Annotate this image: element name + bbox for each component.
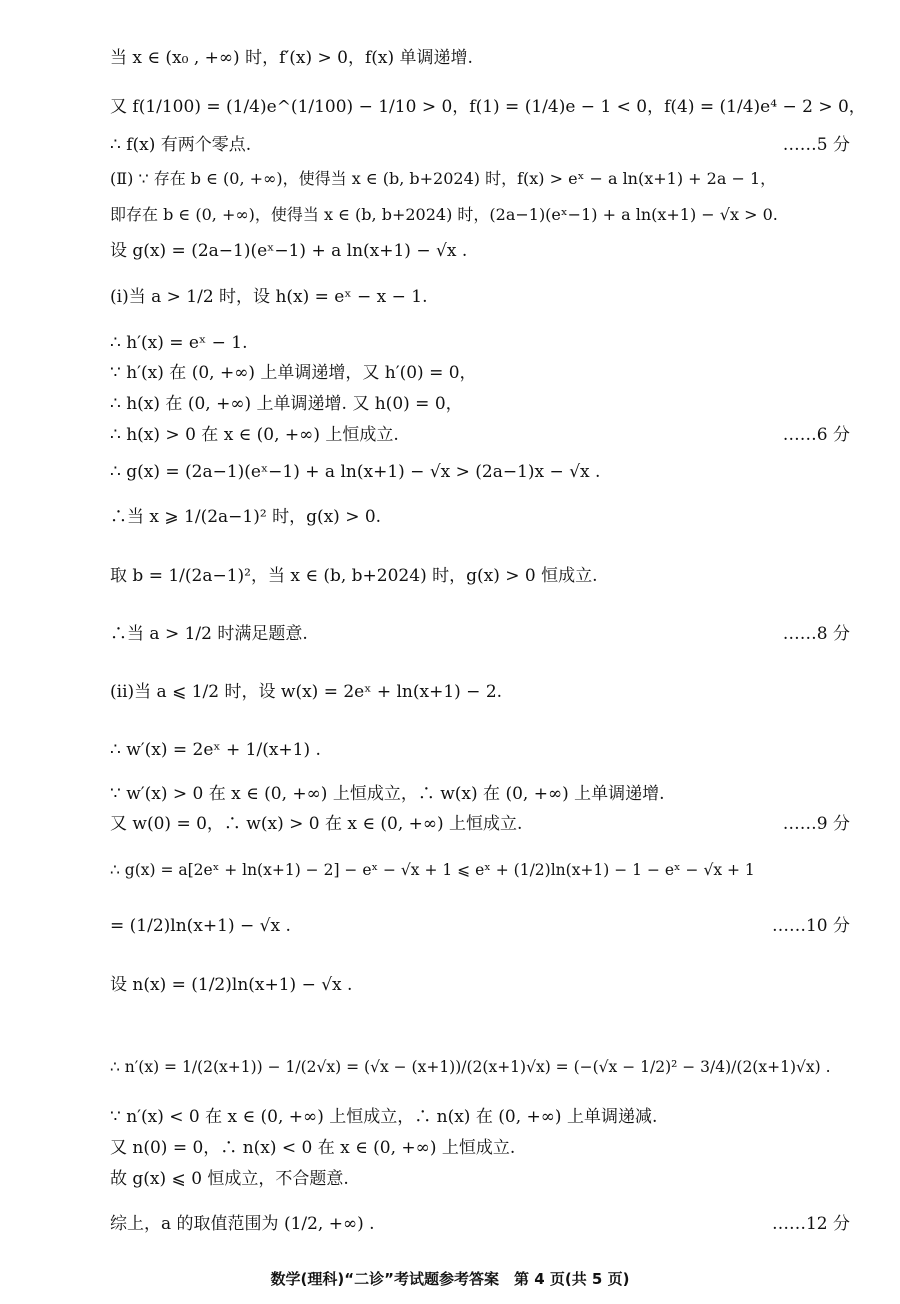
line-text: ∵ n′(x) < 0 在 x ∈ (0, +∞) 上恒成立，∴ n(x) 在 (0, +∞) 上单调递减. <box>110 1107 658 1127</box>
solution-line <box>110 95 866 119</box>
solution-line <box>110 133 850 157</box>
line-text: 又 n(0) = 0，∴ n(x) < 0 在 x ∈ (0, +∞) 上恒成立. <box>110 1138 516 1158</box>
line-text: (ii)当 a ⩽ 1/2 时，设 w(x) = 2eˣ + ln(x+1) − 2. <box>110 682 503 702</box>
page-footer: 数学(理科)“二诊”考试题参考答案 第 4 页(共 5 页) <box>270 1270 630 1288</box>
solution-line <box>110 285 850 309</box>
score-mark: ……6 分 <box>782 425 850 445</box>
solution-line <box>110 1136 850 1160</box>
line-text: ∴ w′(x) = 2eˣ + 1/(x+1) . <box>110 740 321 760</box>
line-text: 即存在 b ∈ (0, +∞)，使得当 x ∈ (b, b+2024) 时，(2a−1)(eˣ−1) + a ln(x+1) − √x > 0. <box>110 205 778 224</box>
score-mark: ……8 分 <box>782 624 850 644</box>
line-text: ∴当 x ⩾ 1/(2a−1)² 时，g(x) > 0. <box>110 507 382 527</box>
line-text: = (1/2)ln(x+1) − √x . <box>110 916 291 936</box>
line-text: ∴ h(x) > 0 在 x ∈ (0, +∞) 上恒成立. <box>110 425 399 445</box>
solution-line <box>110 782 850 806</box>
line-text: (Ⅱ) ∵ 存在 b ∈ (0, +∞)，使得当 x ∈ (b, b+2024) 时，f(x) > eˣ − a ln(x+1) + 2a − 1， <box>110 169 777 188</box>
solution-line <box>110 812 850 836</box>
score-mark: ……5 分 <box>782 135 850 155</box>
solution-line <box>110 973 850 997</box>
line-text: ∴ h(x) 在 (0, +∞) 上单调递增. 又 h(0) = 0， <box>110 394 463 414</box>
score-mark: ……12 分 <box>771 1214 850 1234</box>
solution-line <box>110 239 850 263</box>
solution-line <box>110 1212 850 1236</box>
solution-line <box>110 167 850 191</box>
solution-line <box>110 738 850 762</box>
solution-line <box>110 680 850 704</box>
solution-line <box>110 564 850 588</box>
solution-line <box>110 914 850 938</box>
solution-line <box>110 622 850 646</box>
line-text: ∴ n′(x) = 1/(2(x+1)) − 1/(2√x) = (√x − (x+1))/(2(x+1)√x) = (−(√x − 1/2)² − 3/4)/(2(x+1)√x) . <box>110 1058 831 1076</box>
line-text: 取 b = 1/(2a−1)²，当 x ∈ (b, b+2024) 时，g(x) > 0 恒成立. <box>110 566 598 586</box>
line-text: 设 n(x) = (1/2)ln(x+1) − √x . <box>110 975 353 995</box>
line-text: ∴ h′(x) = eˣ − 1. <box>110 333 248 353</box>
solution-line <box>110 392 850 416</box>
line-text: ∴当 a > 1/2 时满足题意. <box>110 624 308 644</box>
line-text: 又 w(0) = 0，∴ w(x) > 0 在 x ∈ (0, +∞) 上恒成立. <box>110 814 523 834</box>
line-text: 综上，a 的取值范围为 (1/2, +∞) . <box>110 1214 375 1234</box>
line-text: ∵ h′(x) 在 (0, +∞) 上单调递增，又 h′(0) = 0， <box>110 363 477 383</box>
line-text: 又 f(1/100) = (1/4)e^(1/100) − 1/10 > 0，f(1) = (1/4)e − 1 < 0，f(4) = (1/4)e⁴ − 2 > 0， <box>110 97 866 117</box>
solution-line <box>110 460 850 484</box>
line-text: ∴ f(x) 有两个零点. <box>110 135 252 155</box>
solution-line <box>110 1055 850 1079</box>
line-text: 故 g(x) ⩽ 0 恒成立，不合题意. <box>110 1169 349 1189</box>
solution-line <box>110 361 850 385</box>
line-text: ∵ w′(x) > 0 在 x ∈ (0, +∞) 上恒成立，∴ w(x) 在 (0, +∞) 上单调递增. <box>110 784 665 804</box>
solution-line <box>110 423 850 447</box>
solution-line <box>110 331 850 355</box>
line-text: 设 g(x) = (2a−1)(eˣ−1) + a ln(x+1) − √x . <box>110 241 468 261</box>
solution-line <box>110 858 850 882</box>
solution-line <box>110 1167 850 1191</box>
solution-line <box>110 505 850 529</box>
line-text: ∴ g(x) = (2a−1)(eˣ−1) + a ln(x+1) − √x > (2a−1)x − √x . <box>110 462 601 482</box>
score-mark: ……9 分 <box>782 814 850 834</box>
solution-line <box>110 46 850 70</box>
solution-line <box>110 203 850 227</box>
solution-line <box>110 1105 850 1129</box>
line-text: 当 x ∈ (x₀ , +∞) 时，f′(x) > 0，f(x) 单调递增. <box>110 48 473 68</box>
line-text: ∴ g(x) = a[2eˣ + ln(x+1) − 2] − eˣ − √x + 1 ⩽ eˣ + (1/2)ln(x+1) − 1 − eˣ − √x + 1 <box>110 861 755 879</box>
score-mark: ……10 分 <box>771 916 850 936</box>
line-text: (i)当 a > 1/2 时，设 h(x) = eˣ − x − 1. <box>110 287 428 307</box>
